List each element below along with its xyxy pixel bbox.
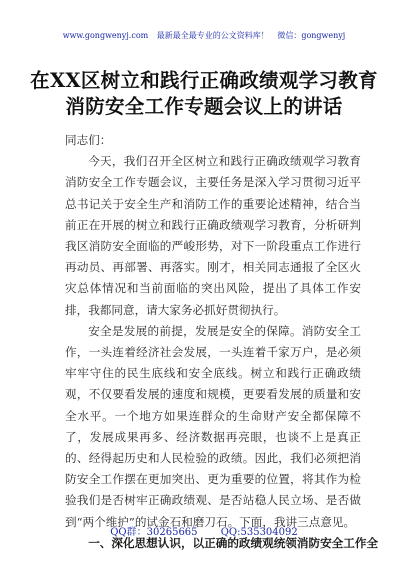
qq-contact: QQ:535304092: [220, 527, 298, 538]
document-body: [65, 130, 379, 554]
document-title: [20, 68, 388, 120]
title-line-2: 消防安全工作专题会议上的讲话: [65, 95, 343, 118]
wechat-id: 微信：gongwenyj: [277, 31, 346, 40]
site-slogan: 最新最全最专业的公文资料库！: [156, 31, 269, 40]
paragraph-1: 今天，我们召开全区树立和践行正确政绩观学习教育消防安全工作专题会议，主要任务是深入学习贯彻习近平总书记关于安全生产和消防工作的重要论述精神，结合当前正在开展的树立和践行正确政绩观学习教育，分析研判我区消防安全面临的严峻形势，对下一阶段重点工作进行再动员、再部署、再落实。刚才，相关同志通报了全区火灾总体情况和当前面临的突出风险，提出了具体工作安排，我都同意，请大家务必抓好贯彻执行。: [65, 154, 361, 317]
section-heading-1: 一、深化思想认识，以正确的政绩观统领消防安全工作全: [88, 535, 379, 550]
site-url[interactable]: www.gongwenyj.com: [62, 31, 149, 40]
page-footer: [0, 523, 408, 538]
title-line-1: 在XX区树立和践行正确政绩观学习教育: [30, 69, 378, 92]
qq-group: QQ群：30265665: [110, 527, 198, 538]
salutation: 同志们：: [65, 133, 112, 147]
paragraph-2: 安全是发展的前提，发展是安全的保障。消防安全工作，一头连着经济社会发展，一头连着千家万户，是必须牢牢守住的民生底线和安全底线。树立和践行正确政绩观，不仅要看发展的速度和规模，更要看发展的质量和安全水平。一个地方如果连群众的生命财产安全都保障不了，发展成果再多、经济数据再亮眼，也谈不上是真正的、经得起历史和人民检验的政绩。因此，我们必须把消防安全工作摆在更加突出、更为重要的位置，将其作为检验我们是否树牢正确政绩观、是否站稳人民立场、是否做到“两个维护”的试金石和磨刀石。下面，我讲三点意见。: [65, 323, 361, 529]
page-header: [0, 30, 408, 41]
